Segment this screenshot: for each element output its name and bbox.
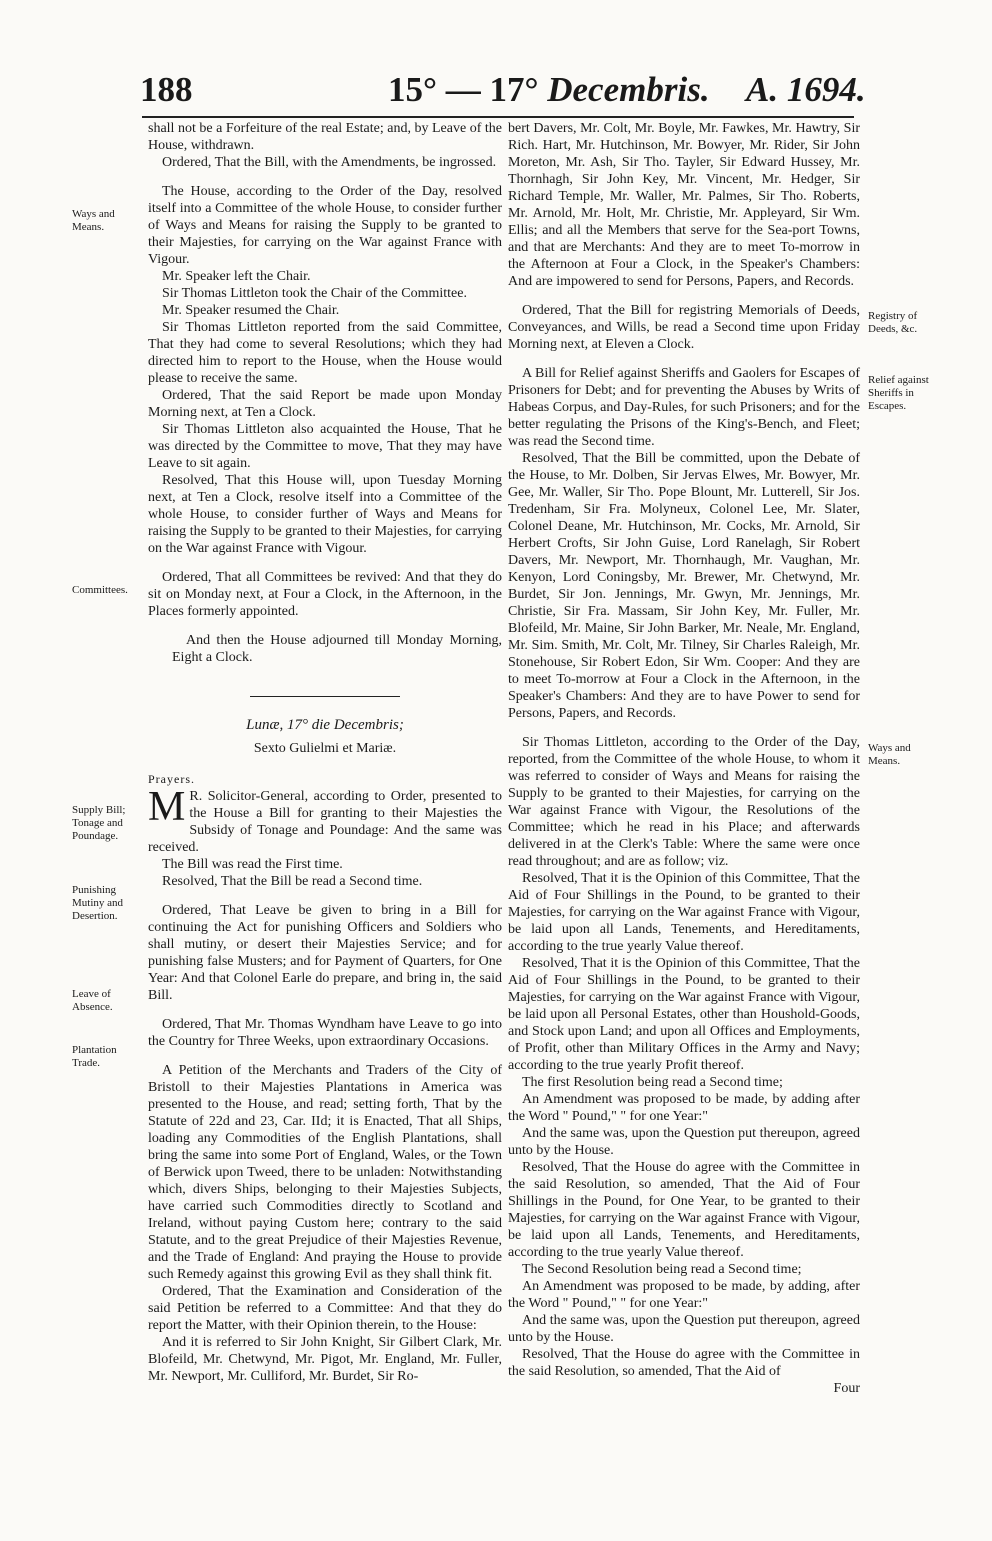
margin-note-ways-means-2: Ways and Means.: [868, 742, 911, 767]
right-column: [508, 120, 860, 1397]
paragraph: bert Davers, Mr. Colt, Mr. Boyle, Mr. Fawkes, Mr. Hawtry, Sir Rich. Hart, Mr. Hutchinson, Mr. Bowyer, Mr. Rider, Sir John Moreton, Mr. Ash, Sir Tho. Tayler, Sir Edward Hussey, Mr. Thornhagh, Sir John Key, Mr. Vincent, Mr. Hedger, Sir Richard Temple, Mr. Waller, Mr. Palmes, Sir Tho. Roberts, Mr. Arnold, Mr. Holt, Mr. Christie, Mr. Appleyard, Sir Wm. Ellis; and all the Members that serve for the Sea-port Towns, and that are Merchants: And they are to meet To-morrow in the Afternoon at Four a Clock, in the Speaker's Chambers: And are impowered to send for Persons, Papers, and Records.: [508, 121, 860, 289]
margin-note-ways-means: Ways and Means.: [72, 208, 115, 233]
margin-note-leave-absence: Leave of Absence.: [72, 988, 113, 1013]
paragraph: And it is referred to Sir John Knight, Sir Gilbert Clark, Mr. Blofeild, Mr. Chetwynd, Mr. Pigot, Mr. England, Mr. Fuller, Mr. Newport, Mr. Culliford, Mr. Burdet, Sir Ro-: [148, 1335, 502, 1384]
running-head-date: [388, 72, 710, 107]
running-head-month: Decembris.: [547, 70, 710, 109]
left-column: [148, 120, 502, 1385]
paragraph: Ordered, That Leave be given to bring in a Bill for continuing the Act for punishing Officers and Soldiers who shall mutiny, or desert their Majesties Service; and for punishing false Musters; and for Payment of Quarters, for One Year: And that Colonel Earle do prepare, and bring in, the said Bill.: [148, 903, 502, 1003]
paragraph: Ordered, That the Bill, with the Amendments, be ingrossed.: [162, 155, 497, 170]
dropcap-text: R. Solicitor-General, according to Order, presented to the House a Bill for granting to their Majesties the Subsidy of Tonage and Poundage: And the same was received.: [148, 789, 502, 855]
margin-note-punishing-mutiny: Punishing Mutiny and Desertion.: [72, 884, 124, 922]
paragraph-dropcap: [148, 784, 502, 856]
page-number: 188: [140, 70, 193, 109]
section-rule: [250, 696, 400, 697]
regnal-year: Sexto Gulielmi et Mariæ.: [253, 741, 397, 756]
margin-note-plantation-trade: Plantation Trade.: [72, 1044, 117, 1069]
paragraph: Ordered, That the Bill for registring Memorials of Deeds, Conveyances, and Wills, be read a Second time upon Friday Morning next, at Eleven a Clock.: [508, 303, 860, 352]
margin-note-supply-bill: Supply Bill; Tonage and Poundage.: [72, 804, 126, 842]
paragraph: Resolved, That the House do agree with the Committee in the said Resolution, so amended, That the Aid of: [508, 1347, 860, 1379]
paragraph: And the same was, upon the Question put thereupon, agreed unto by the House.: [508, 1313, 860, 1345]
running-head-days: 15° — 17°: [388, 70, 539, 109]
day-title: Lunæ, 17° die Decembris;: [246, 717, 404, 733]
paragraph: Sir Thomas Littleton reported from the said Committee, That they had come to several Resolutions; which they had directed him to report to the House, when the House would please to receive the same.: [148, 320, 502, 386]
paragraph: Sir Thomas Littleton, according to the Order of the Day, reported, from the Committee of the whole House, to whom it was referred to consider of Ways and Means for raising the Supply to be granted to their Majesties, for carrying on the War against France with Vigour, the Resolutions of the Committee; which he read in his Place; and afterwards delivered in at the Clerk's Table: Where the same were once read throughout; and are as follow; viz.: [508, 735, 860, 869]
paragraph: An Amendment was proposed to be made, by adding after the Word " Pound," " for one Year:": [508, 1092, 860, 1124]
paragraph: Resolved, That the Bill be read a Second time.: [162, 874, 423, 889]
paragraph: Resolved, That it is the Opinion of this Committee, That the Aid of Four Shillings in the Pound, to be granted to their Majesties, for carrying on the War against France with Vigour, be laid upon all Lands, Tenements, and Hereditaments, according to the true yearly Value thereof.: [508, 871, 860, 954]
catchword: Four: [833, 1381, 860, 1396]
paragraph: Sir Thomas Littleton also acquainted the House, That he was directed by the Committee to move, That they may have Leave to sit again.: [148, 422, 502, 471]
paragraph: An Amendment was proposed to be made, by adding, after the Word " Pound," " for one Year:": [508, 1279, 860, 1311]
paragraph: Mr. Speaker resumed the Chair.: [162, 303, 340, 318]
paragraph: Resolved, That the Bill be committed, upon the Debate of the House, to Mr. Dolben, Sir Jervas Elwes, Mr. Bowyer, Mr. Gee, Mr. Waller, Sir Tho. Pope Blount, Mr. Lutterell, Sir Jos. Tredenham, Sir Fra. Molyneux, Colonel Lee, Mr. Slater, Colonel Deane, Mr. Hutchinson, Mr. Cocks, Mr. Arnold, Sir Herbert Crofts, Sir John Guise, Lord Ranelagh, Sir Robert Davers, Mr. Newport, Mr. Thornhaugh, Mr. Vaughan, Mr. Kenyon, Lord Coningsby, Mr. Brewer, Mr. Chetwynd, Mr. Burdet, Sir Jon. Jennings, Mr. Gwyn, Mr. Jennings, Mr. Christie, Sir Fra. Massam, Sir John Key, Mr. Fuller, Mr. Blofeild, Mr. Maine, Sir John Barker, Mr. Neale, Mr. England, Mr. Sim. Smith, Mr. Colt, Mr. Tilney, Sir Charles Raleigh, Mr. Stonehouse, Sir Robert Edon, Sir Wm. Cooper: And they are to meet To-morrow at Four a Clock in the Afternoon, in the Speaker's Chambers: And they are to have Power to send for Persons, Papers, and Records.: [508, 451, 860, 721]
paragraph: And the same was, upon the Question put thereupon, agreed unto by the House.: [508, 1126, 860, 1158]
paragraph: A Petition of the Merchants and Traders of the City of Bristoll to their Majesties Plantations in America was presented to the House, and read; setting forth, That by the Statute of 22d and 23, Car. IId; it is Enacted, That all Ships, loading any Commodities of the English Plantations, shall bring the same into some Port of England, Wales, or the Town of Berwick upon Tweed, there to be unladen: Notwithstanding which, divers Ships, belonging to their Majesties Subjects, have carried such Commodities directly to Scotland and Ireland, without paying Custom here; contrary to the said Statute, and to the great Prejudice of their Majesties Revenue, and the Trade of England: And praying the House to provide such Remedy against this growing Evil as they shall think fit.: [148, 1063, 502, 1282]
paragraph: Sir Thomas Littleton took the Chair of the Committee.: [162, 286, 467, 301]
prayers-heading: Prayers.: [148, 772, 195, 786]
paragraph-adjourned: And then the House adjourned till Monday Morning, Eight a Clock.: [172, 633, 502, 665]
paragraph: Resolved, That it is the Opinion of this Committee, That the Aid of Four Shillings in the Pound, to be granted to their Majesties, for carrying on the War against France with Vigour, be laid upon all Personal Estates, other than Houshold-Goods, and Stock upon Land; and upon all Offices and Employments, of Profit, other than Military Offices in the Army and Navy; according to the true yearly Profit thereof.: [508, 956, 860, 1073]
paragraph: Mr. Speaker left the Chair.: [162, 269, 311, 284]
paragraph: The first Resolution being read a Second time;: [522, 1075, 783, 1090]
paragraph: Resolved, That the House do agree with the Committee in the said Resolution, so amended, That the Aid of Four Shillings in the Pound, for One Year, to be granted to their Majesties, for carrying on the War against France with Vigour, be laid upon all Lands, Tenements, and Hereditaments, according to the true yearly Value thereof.: [508, 1160, 860, 1260]
margin-note-committees: Committees.: [72, 584, 128, 596]
paragraph: A Bill for Relief against Sheriffs and Gaolers for Escapes of Prisoners for Debt; and for preventing the Abuses by Writs of Habeas Corpus, and Day-Rules, for such Prisoners; and for the better regulating the Prisons of the King's-Bench, and Fleet; was read the Second time.: [508, 366, 860, 449]
paragraph: shall not be a Forfeiture of the real Estate; and, by Leave of the House, withdrawn.: [148, 121, 502, 153]
paragraph: Ordered, That Mr. Thomas Wyndham have Leave to go into the Country for Three Weeks, upon extraordinary Occasions.: [148, 1017, 502, 1049]
header-rule: [142, 116, 854, 118]
paragraph: The House, according to the Order of the Day, resolved itself into a Committee of the whole House, to consider further of Ways and Means for raising the Supply to be granted to their Majesties, for carrying on the War against France with Vigour.: [148, 184, 502, 267]
paragraph: Ordered, That all Committees be revived: And that they do sit on Monday next, at Four a Clock, in the Afternoon, in the Places formerly appointed.: [148, 570, 502, 619]
paragraph: Resolved, That this House will, upon Tuesday Morning next, at Ten a Clock, resolve itself into a Committee of the whole House, to consider further of Ways and Means for raising the Supply to be granted to their Majesties, for carrying on the War against France with Vigour.: [148, 473, 502, 556]
paragraph: The Second Resolution being read a Second time;: [522, 1262, 802, 1277]
paragraph: Ordered, That the said Report be made upon Monday Morning next, at Ten a Clock.: [148, 388, 502, 420]
drop-cap: M: [148, 784, 186, 830]
running-head-year: A. 1694.: [746, 70, 866, 109]
paragraph: The Bill was read the First time.: [162, 857, 343, 872]
margin-note-relief-sheriffs: Relief against Sheriffs in Escapes.: [868, 374, 929, 412]
margin-note-registry: Registry of Deeds, &c.: [868, 310, 918, 335]
paragraph: Ordered, That the Examination and Consideration of the said Petition be referred to a Committee: And that they do report the Matter, with their Opinion therein, to the House:: [148, 1284, 502, 1333]
